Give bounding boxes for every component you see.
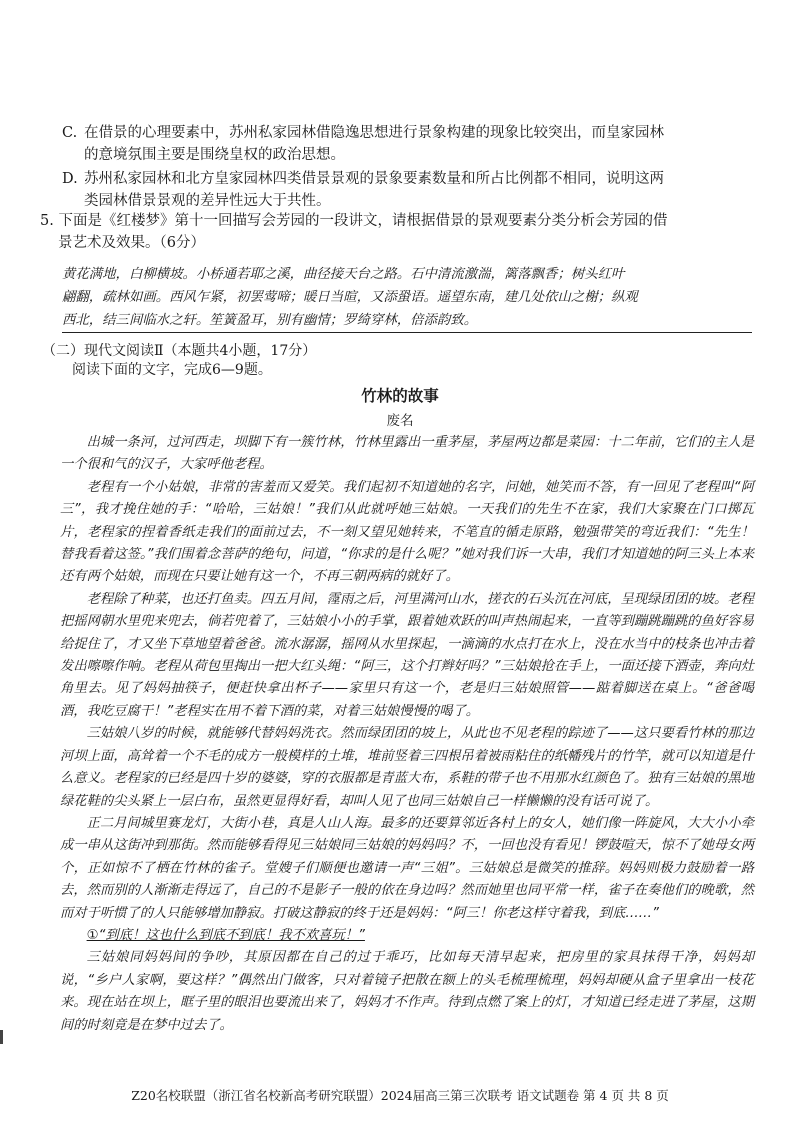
- poem-line: 西北，结三间临水之轩。笙簧盈耳，别有幽情；罗绮穿林，倍添韵致。: [62, 313, 478, 328]
- poem-line: 黄花满地，白柳横坡。小桥通若耶之溪，曲径接天台之路。石中清流激湍，篱落飘香；树头红叶: [62, 267, 625, 282]
- poem-excerpt: [62, 263, 762, 332]
- question-5: [40, 210, 752, 254]
- option-d: [62, 168, 752, 212]
- section-header: [42, 342, 732, 380]
- article-paragraph: 三姑娘同妈妈间的争吵，其原因都在自己的过于乖巧，比如每天清早起来，把房里的家具抹得干净，妈妈却说，“乡户人家啊，要这样？”偶然出门做客，只对着镜子把散在额上的头毛梳理梳理，妈妈却硬从盒子里拿出一枝花来。现在站在坝上，眶子里的眼泪也要流出来了，妈妈才不作声。待到点燃了案上的灯，才知道已经走进了茅屋，这期间的时刻竟是在梦中过去了。: [60, 950, 754, 1033]
- poem-line: 翩翻，疏林如画。西风乍紧，初罢莺啼；暖日当暄，又添蛩语。遥望东南，建几处依山之榭；纵观: [62, 290, 638, 305]
- article-paragraph: 老程有一个小姑娘，非常的害羞而又爱笑。我们起初不知道她的名字，问她，她笑而不答，有一回见了老程叫“阿三”，我才挽住她的手：“哈哈，三姑娘！”我们从此就呼她三姑娘。一天我们的先生不在家，我们大家聚在门口掷瓦片，老程家的捏着香纸走我们的面前过去，不一刻又望见她转来，不笔直的循走原路，勉强带笑的弯近我们：“先生！替我看着这签。”我们围着念菩萨的绝句，问道，“你求的是什么呢？”她对我们诉一大串，我们才知道她的阿三头上本来还有两个姑娘，而现在只要让她有这一个，不再三朝两病的就好了。: [60, 479, 754, 585]
- question-5-number: 5.: [40, 213, 54, 229]
- article-title: 竹林的故事: [361, 386, 439, 405]
- option-d-line1: 苏州私家园林和北方皇家园林四类借景景观的景象要素数量和所占比例都不相同，说明这两: [84, 171, 664, 187]
- section-instruction: 阅读下面的文字，完成6—9题。: [72, 362, 272, 378]
- page-footer: Z20名校联盟（浙江省名校新高考研究联盟）2024届高三第三次联考 语文试题卷 第 4 页 共 8 页: [131, 1088, 669, 1103]
- article-paragraph: 出城一条河，过河西走，坝脚下有一簇竹林，竹林里露出一重茅屋，茅屋两边都是菜园：十二年前，它们的主人是一个很和气的汉子，大家呼他老程。: [60, 435, 754, 473]
- article-paragraph: 正二月间城里赛龙灯，大街小巷，真是人山人海。最多的还要算邻近各村上的女人，她们像一阵旋风，大大小小牵成一串从这街冲到那街。然而能够看得见三姑娘同三姑娘的妈妈吗？不，一回也没有看见！锣鼓喧天，惊不了她母女两个，正如惊不了栖在竹林的雀子。堂嫂子们顺便也邀请一声“三姐”。三姑娘总是微笑的推辞。妈妈则极力鼓励着一路去，然而别的人渐渐走得远了，自己的不是影子一般的依在身边吗？然而她里也同平常一样，雀子在奏他们的晚歌，然而对于听惯了的人只能够增加静寂。打破这静寂的终于还是妈妈：“阿三！你老这样守着我，到底……”: [60, 815, 754, 921]
- scan-edge-mark: [0, 1030, 3, 1044]
- section-heading: （二）现代文阅读Ⅱ（本题共4小题，17分）: [42, 343, 317, 359]
- article-paragraph: 老程除了种菜，也还打鱼卖。四五月间，霪雨之后，河里满河山水，搓衣的石头沉在河底，呈现绿团团的坡。老程把摇网朝水里兜来兜去，倘若兜着了，三姑娘小小的手掌，跟着她欢跃的叫声热闹起来，一直等到蹦跳蹦跳的鱼好容易给捉住了，才又坐下草地望着爸爸。流水潺潺，摇网从水里探起，一滴滴的水点打在水上，没在水当中的枝条也冲击着发出嚓嚓作响。老程从荷包里掏出一把大红头绳：“阿三，这个打辫好吗？”三姑娘抢在手上，一面还接下酒壶，奔向灶角里去。见了妈妈抽筷子，便赶快拿出杯子——家里只有这一个，老是归三姑娘照管——踮着脚送在桌上。“爸爸喝酒，我吃豆腐干！”老程实在用不着下酒的菜，对着三姑娘慢慢的喝了。: [60, 591, 754, 719]
- section-divider: [62, 332, 752, 333]
- option-c: [62, 122, 752, 166]
- option-c-line1: 在借景的心理要素中，苏州私家园林借隐逸思想进行景象构建的现象比较突出，而皇家园林: [84, 125, 664, 141]
- question-5-line1: 下面是《红楼梦》第十一回描写会芳园的一段讲文，请根据借景的景观要素分类分析会芳园的借: [58, 213, 668, 229]
- article-author: 废名: [386, 413, 414, 429]
- option-d-label: D.: [62, 171, 78, 187]
- article-note: [60, 925, 754, 947]
- option-c-label: C.: [62, 125, 78, 141]
- article-body: [60, 432, 754, 1037]
- option-c-line2: 的意境氛围主要是围绕皇权的政治思想。: [84, 147, 345, 163]
- question-5-line2: 景艺术及效果。（6分）: [58, 235, 205, 251]
- article-note-text: ①“到底！这也什么到底不到底！我不欢喜玩！”: [86, 927, 365, 943]
- option-d-line2: 类园林借景景观的差异性远大于共性。: [84, 193, 331, 209]
- article-paragraph: 三姑娘八岁的时候，就能够代替妈妈洗衣。然而绿团团的坡上，从此也不见老程的踪迹了——这只要看竹林的那边河坝上面，高耸着一个不毛的成方一般模样的土堆，堆前竖着三四根吊着被雨粘住的纸幡残片的竹竿，就可以知道是什么意义。老程家的已经是四十岁的婆婆，穿的衣服都是青蓝大布，系鞋的带子也不用那水红颜色了。独有三姑娘的黑地绿花鞋的尖头紧上一层白布，虽然更显得好看，却叫人见了也同三姑娘自己一样懒懒的没有话可说了。: [60, 726, 754, 809]
